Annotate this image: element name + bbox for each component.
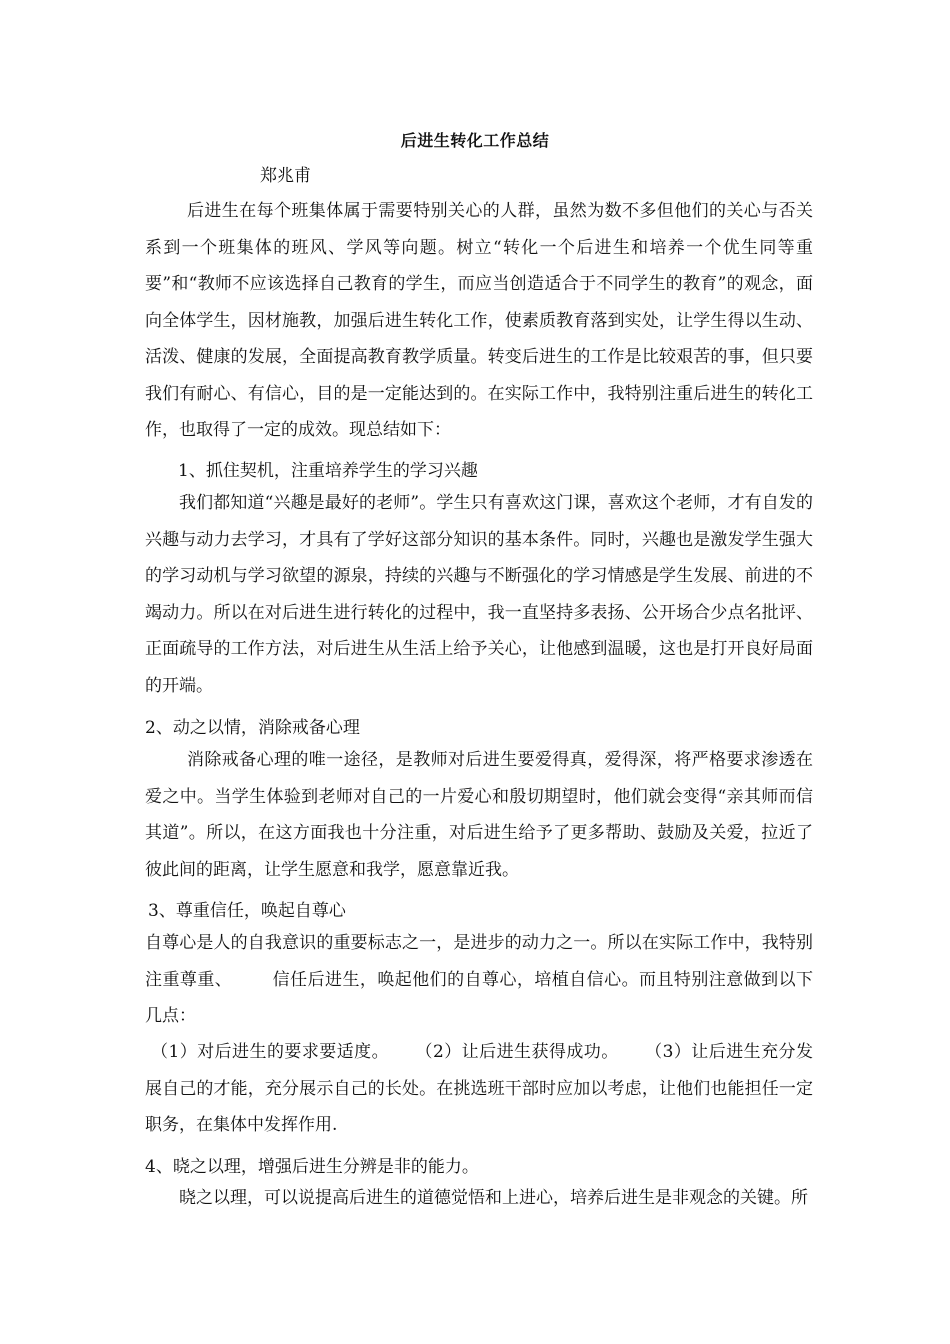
section-3-text-a: 自尊心是人的自我意识的重要标志之一，是进步的动力之一。所以在实际工作中，我特别注重尊重、 <box>145 933 813 990</box>
section-3-heading: 3、尊重信任，唤起自尊心 <box>148 901 346 921</box>
section-4-paragraph: 晓之以理，可以说提高后进生的道德觉悟和上进心，培养后进生是非观念的关键。所 <box>179 1188 808 1208</box>
section-3-text-b: 信任后进生，唤起他们的自尊心，培植自信心。而且特别注意做到以下几点： <box>145 969 814 1026</box>
point-2: （2）让后进生获得成功。 <box>415 1042 619 1062</box>
author-name: 郑兆甫 <box>260 166 311 186</box>
section-1-heading: 1、抓住契机，注重培养学生的学习兴趣 <box>178 461 478 481</box>
point-1: （1）对后进生的要求要适度。 <box>151 1042 390 1062</box>
section-4-heading: 4、晓之以理，增强后进生分辨是非的能力。 <box>145 1157 479 1177</box>
document-title: 后进生转化工作总结 <box>400 131 550 150</box>
intro-paragraph: 后进生在每个班集体属于需要特别关心的人群，虽然为数不多但他们的关心与否关系到一个班集体的班风、学风等向题。树立“转化一个后进生和培养一个优生同等重要”和“教师不应该选择自己教育的学生，而应当创造适合于不同学生的教育”的观念，面向全体学生，因材施教，加强后进生转化工作，使素质教育落到实处，让学生得以生动、活泼、健康的发展，全面提高教育教学质量。转变后进生的工作是比较艰苦的事，但只要我们有耐心、有信心，目的是一定能达到的。在实际工作中，我特别注重后进生的转化工作，也取得了一定的成效。现总结如下： <box>145 201 813 440</box>
section-1-paragraph: 我们都知道“兴趣是最好的老师”。学生只有喜欢这门课，喜欢这个老师，才有自发的兴趣与动力去学习，才具有了学好这部分知识的基本条件。同时，兴趣也是激发学生强大的学习动机与学习欲望的源泉，持续的兴趣与不断强化的学习情感是学生发展、前进的不竭动力。所以在对后进生进行转化的过程中，我一直坚持多表扬、公开场合少点名批评、正面疏导的工作方法，对后进生从生活上给予关心，让他感到温暖，这也是打开良好局面的开端。 <box>145 493 813 696</box>
section-2-heading: 2、动之以情，消除戒备心理 <box>145 718 360 738</box>
section-3-paragraph <box>145 925 813 1035</box>
section-3-points <box>145 1034 813 1144</box>
section-2-paragraph: 消除戒备心理的唯一途径，是教师对后进生要爱得真，爱得深，将严格要求渗透在爱之中。当学生体验到老师对自己的一片爱心和殷切期望时，他们就会变得“亲其师而信其道”。所以，在这方面我也十分注重，对后进生给予了更多帮助、鼓励及关爱，拉近了彼此间的距离，让学生愿意和我学，愿意靠近我。 <box>145 750 813 880</box>
point-3: （3）让后进生充分发展自己的才能，充分展示自己的长处。在挑选班干部时应加以考虑，让他们也能担任一定职务，在集体中发挥作用. <box>145 1042 813 1135</box>
